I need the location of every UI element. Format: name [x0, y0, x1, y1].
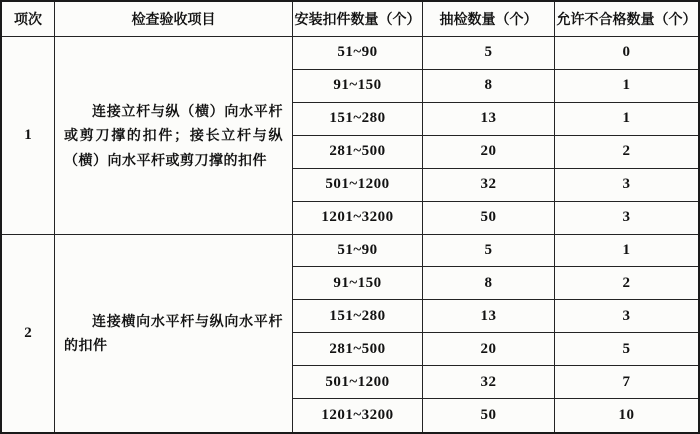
- table-cell-allowed: 10: [618, 407, 635, 424]
- table-cell-installed: 1201~3200: [293, 399, 423, 432]
- column-header-installed-qty: 安装扣件数量（个）: [293, 2, 423, 37]
- column-header-item-no: 项次: [2, 2, 55, 37]
- table-cell-allowed: 1: [555, 235, 698, 268]
- table-cell-allowed: 0: [555, 37, 698, 70]
- table-cell-allowed: 3: [555, 169, 698, 202]
- table-cell-installed: 501~1200: [293, 169, 423, 202]
- section-1-description-text: 连接立杆与纵（横）向水平杆或剪刀撑的扣件；接长立杆与纵（横）向水平杆或剪刀撑的扣件: [64, 102, 283, 168]
- table-cell-installed: 51~90: [293, 37, 423, 70]
- table-cell-allowed: 3: [555, 300, 698, 333]
- table-cell-sampled: 20: [423, 136, 555, 169]
- table-cell-installed: 1201~3200: [293, 202, 423, 235]
- table-cell-installed: 281~500: [293, 333, 423, 366]
- table-cell-sampled: 13: [423, 103, 555, 136]
- table-cell-installed: 151~280: [293, 300, 423, 333]
- table-cell-allowed: 1: [555, 103, 698, 136]
- table-cell-allowed: 5: [555, 333, 698, 366]
- table-cell-sampled: 8: [423, 267, 555, 300]
- table-cell-allowed: 2: [555, 136, 698, 169]
- table-cell-sampled: 5: [423, 37, 555, 70]
- column-header-allowed-defective-qty: 允许不合格数量（个）: [555, 2, 698, 37]
- table-cell-sampled: 5: [423, 235, 555, 268]
- table-cell-sampled: 32: [423, 169, 555, 202]
- column-header-sampled-qty: 抽检数量（个）: [423, 2, 555, 37]
- table-cell-sampled: 50: [423, 399, 555, 432]
- section-1-description: [55, 37, 293, 235]
- table-cell-sampled: 13: [423, 300, 555, 333]
- table-cell-sampled: 20: [423, 333, 555, 366]
- table-cell-installed: 501~1200: [293, 366, 423, 399]
- table-cell-allowed: 7: [555, 366, 698, 399]
- section-2-item-no: 2: [2, 235, 55, 433]
- table-cell-sampled: 50: [423, 202, 555, 235]
- section-1-item-no: 1: [2, 37, 55, 235]
- table-cell-allowed: 1: [555, 70, 698, 103]
- table-cell-allowed: 2: [555, 267, 698, 300]
- table-cell-installed: 91~150: [293, 70, 423, 103]
- table-cell-allowed: 3: [555, 202, 698, 235]
- table-cell-installed: 281~500: [293, 136, 423, 169]
- section-2-description: [55, 235, 293, 433]
- table-cell-sampled: 8: [423, 70, 555, 103]
- table-cell-installed: 51~90: [293, 235, 423, 268]
- section-2-description-text: 连接横向水平杆与纵向水平杆的扣件: [64, 312, 283, 354]
- column-header-inspection-item: 检查验收项目: [55, 2, 293, 37]
- table-cell-installed: 151~280: [293, 103, 423, 136]
- table-cell-sampled: 32: [423, 366, 555, 399]
- table-cell-installed: 91~150: [293, 267, 423, 300]
